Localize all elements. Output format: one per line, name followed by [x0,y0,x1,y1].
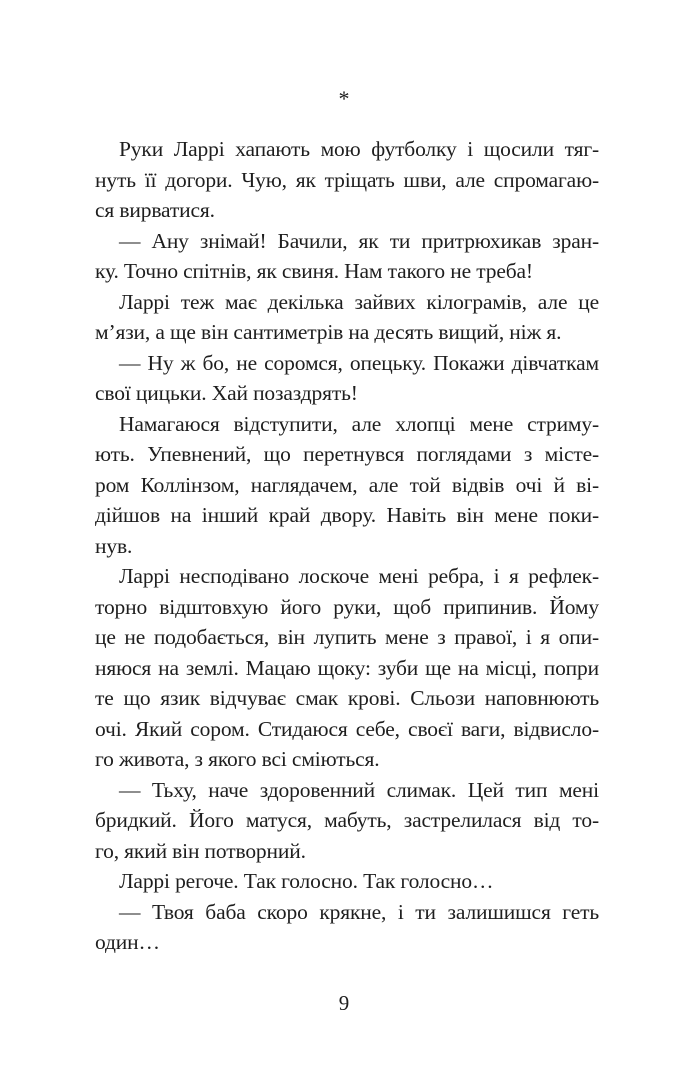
text-line: — Твоя баба скоро крякне, і ти залишишся геть [119,899,599,924]
text-line: ся вирватися. [95,198,215,222]
text-line: м’язи, а ще він сантиметрів на десять вищий, ніж я. [95,320,562,344]
paragraph [95,866,599,897]
text-line: ють. Упевнений, що перетнувся поглядами з місте- [95,442,599,466]
text-line: — Ну ж бо, не соромся, опецьку. Покажи дівчаткам [119,350,599,375]
text-line: ку. Точно спітнів, як свиня. Нам такого не треба! [95,259,533,283]
paragraph [95,775,599,867]
text-line: Руки Ларрі хапають мою футболку і щосили тяг- [119,137,599,161]
text-line: те що язик відчуває смак крові. Сльози наповнюють [95,686,599,710]
paragraph [95,561,599,775]
text-line: го, який він потворний. [95,838,306,863]
paragraph [95,897,599,958]
section-break-asterisk: * [338,86,350,111]
text-line: Ларрі регоче. Так голосно. Так голосно… [119,869,494,893]
text-line: це не подобається, він лупить мене з правої, і я опи- [95,625,599,649]
text-line: го живота, з якого всі сміються. [95,747,380,771]
paragraph [95,409,599,562]
paragraph [95,287,599,348]
text-line: Ларрі несподівано лоскоче мені ребра, і я рефлек- [119,564,599,588]
text-line: ром Коллінзом, наглядачем, але той відвів очі й ві- [95,472,599,497]
text-line: очі. Який сором. Стидаюся себе, своєї ваги, відвисло- [95,716,599,741]
text-line: — Тьху, наче здоровенний слимак. Цей тип мені [119,777,599,802]
paragraph [95,134,599,226]
text-line: няюся на землі. Мацаю щоку: зуби ще на місці, попри [95,655,599,680]
text-line: нув. [95,533,133,558]
text-line: один… [95,930,160,954]
text-line: Намагаюся відступити, але хлопці мене стриму- [119,411,599,436]
text-line: нуть її догори. Чую, як тріщать шви, але спромагаю- [95,167,599,192]
text-line: бридкий. Його матуся, мабуть, застрелилася від то- [95,808,599,832]
page-number: 9 [338,991,350,1015]
paragraph [95,348,599,409]
body-text [95,134,599,958]
paragraph [95,226,599,287]
text-line: — Ану знімай! Бачили, як ти притрюхикав зран- [119,228,599,253]
text-line: дійшов на інший край двору. Навіть він мене поки- [95,503,599,527]
text-line: Ларрі теж має декілька зайвих кілограмів, але це [119,289,599,314]
text-line: торно відштовхую його руки, щоб припинив. Йому [95,594,599,619]
text-line: свої цицьки. Хай позаздрять! [95,381,358,405]
